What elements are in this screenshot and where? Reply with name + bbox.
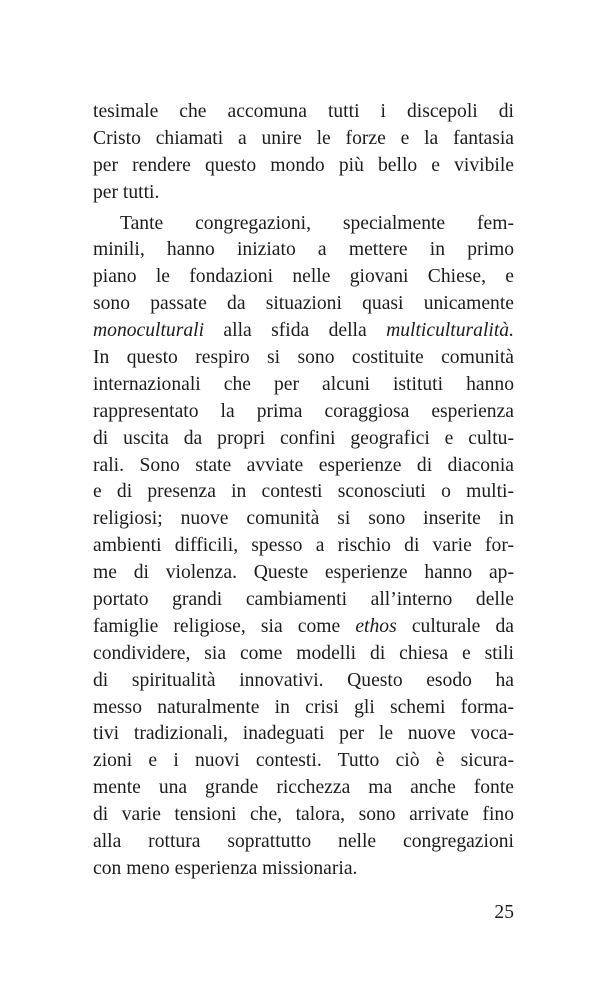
text-line [93, 614, 514, 641]
text-line: Tante congregazioni, specialmente fem- [120, 212, 514, 234]
text-line: messo naturalmente in crisi gli schemi forma- [93, 696, 514, 718]
text-line: rappresentato la prima coraggiosa esperienza [93, 400, 514, 422]
text-line: per tutti. [93, 181, 160, 203]
text-line: minili, hanno iniziato a mettere in primo [93, 239, 514, 261]
text-line: ambienti difficili, spesso a rischio di varie for- [93, 535, 514, 557]
italic-term: multiculturalità. [386, 320, 514, 342]
text-line: sono passate da situazioni quasi unicamente [93, 293, 514, 315]
text-line: me di violenza. Queste esperienze hanno ap- [93, 562, 514, 584]
text-line: alla rottura soprattutto nelle congregazioni [93, 831, 514, 853]
text-line: tesimale che accomuna tutti i discepoli di [93, 101, 514, 122]
text-fragment: alla sfida della [204, 320, 387, 342]
text-line: rali. Sono state avviate esperienze di diaconia [93, 454, 514, 476]
text-line: di varie tensioni che, talora, sono arrivate fino [93, 804, 514, 826]
text-line: di spiritualità innovativi. Questo esodo ha [93, 669, 514, 691]
text-line: e di presenza in contesti sconosciuti o multi- [93, 481, 514, 503]
text-line: portato grandi cambiamenti all’interno delle [93, 589, 514, 611]
page-number: 25 [494, 902, 514, 923]
text-line: per rendere questo mondo più bello e vivibile [93, 154, 514, 176]
text-line: religiosi; nuove comunità si sono inserite in [93, 508, 514, 530]
text-line: tivi tradizionali, inadeguati per le nuove voca- [93, 723, 514, 745]
text-fragment: culturale da [396, 615, 514, 637]
text-fragment: famiglie religiose, sia come [93, 615, 356, 637]
text-line: condividere, sia come modelli di chiesa e stili [93, 642, 514, 664]
text-line: con meno esperienza missionaria. [93, 857, 358, 879]
italic-term: ethos [355, 615, 397, 637]
text-line: internazionali che per alcuni istituti hanno [93, 373, 514, 395]
body-text [93, 99, 514, 883]
text-line: Cristo chiamati a unire le forze e la fantasia [93, 127, 514, 149]
text-line: zioni e i nuovi contesti. Tutto ciò è sicura- [93, 750, 514, 772]
text-line: In questo respiro si sono costituite comunità [93, 347, 514, 369]
text-line: mente una grande ricchezza ma anche fonte [93, 777, 514, 799]
text-line: piano le fondazioni nelle giovani Chiese, e [93, 266, 514, 288]
text-line: di uscita da propri confini geografici e cultu- [93, 427, 514, 449]
text-line [93, 318, 514, 345]
italic-term: monoculturali [93, 320, 205, 342]
